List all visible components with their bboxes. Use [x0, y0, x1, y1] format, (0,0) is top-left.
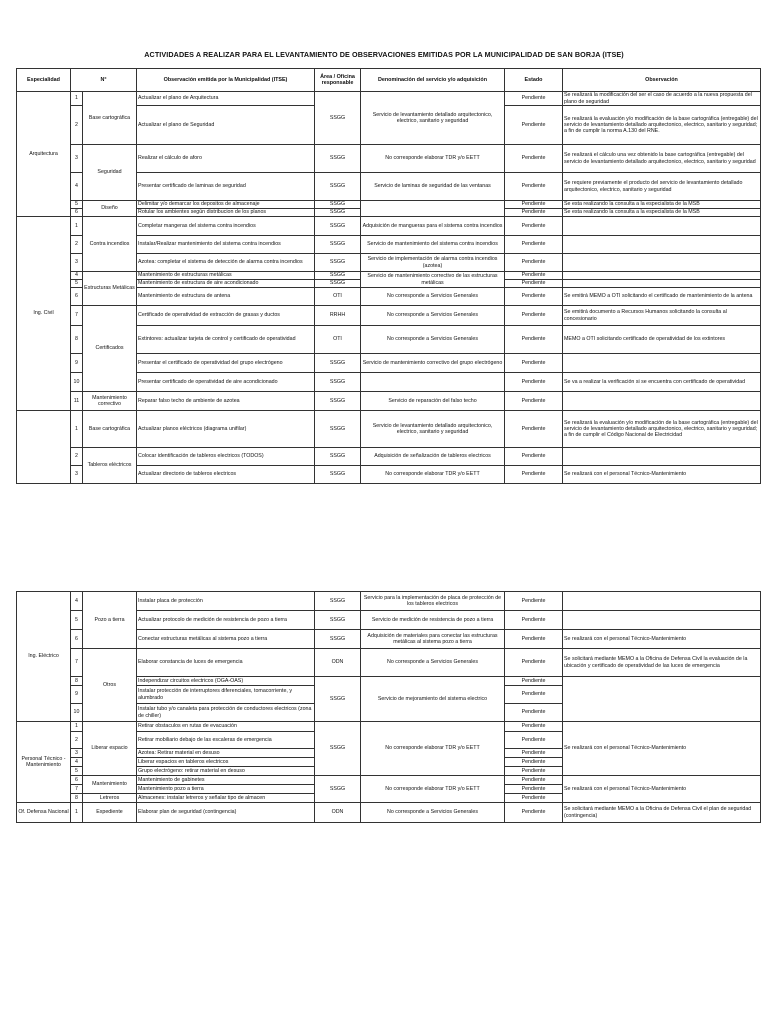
sub-certificados: Certificados [83, 306, 137, 392]
table-cell: Mantenimiento de estructuras metálicas [137, 272, 315, 280]
table-cell: 2 [71, 106, 83, 145]
sub-mantenimiento: Mantenimiento [83, 776, 137, 794]
table-cell: Se va a realizar la verificación si se encuentra con certificado de operatividad [563, 373, 761, 392]
table-cell: 4 [71, 173, 83, 201]
table-cell: Pendiente [505, 732, 563, 749]
table-cell [563, 677, 761, 722]
table-cell: Pendiente [505, 145, 563, 173]
table-cell: Rotular los ambientes según distribucion de los planos [137, 209, 315, 217]
table-cell: 8 [71, 326, 83, 354]
table-cell: Actualizar el plano de Seguridad [137, 106, 315, 145]
table-cell: No corresponde a Servicios Generales [361, 803, 505, 823]
observations-table-part-2 [16, 591, 761, 823]
table-cell: SSGG [315, 411, 361, 448]
table-cell [361, 373, 505, 392]
table-cell: No corresponde a Servicios Generales [361, 288, 505, 306]
table-cell [563, 272, 761, 280]
table-cell: 7 [71, 785, 83, 794]
table-cell: 4 [71, 758, 83, 767]
table-cell: Servicio para la implementación de placa de protección de los tableros electricos [361, 592, 505, 611]
sub-base-cartografica: Base cartográfica [83, 92, 137, 145]
sub-expediente: Expediente [83, 803, 137, 823]
table-cell: Pendiente [505, 411, 563, 448]
table-cell: Pendiente [505, 448, 563, 466]
sub-pozo-a-tierra: Pozo a tierra [83, 592, 137, 649]
table-cell: No corresponde elaborar TDR y/o EETT [361, 722, 505, 776]
table-cell: Retirar obstaculos en rutas de evacuación [137, 722, 315, 732]
table-cell: 1 [71, 92, 83, 106]
table-cell: Pendiente [505, 677, 563, 686]
table-cell: Pendiente [505, 592, 563, 611]
table-row [17, 272, 761, 280]
header-observacion: Observación [563, 69, 761, 92]
table-cell: Se emitirá documento a Recursos Humanos solicitando la consulta al concesionario [563, 306, 761, 326]
table-cell: Extintores: actualizar tarjeta de control y certificado de operatividad [137, 326, 315, 354]
table-cell: Elaborar constancia de luces de emergencia [137, 649, 315, 677]
sub-otros: Otros [83, 649, 137, 722]
table-cell: ODN [315, 649, 361, 677]
table-cell: No corresponde a Servicios Generales [361, 649, 505, 677]
table-cell: Se esta realizando la consulta a la especialista de la MSB [563, 201, 761, 209]
table-cell: SSGG [315, 776, 361, 803]
table-cell: SSGG [315, 392, 361, 411]
table-cell: Pendiente [505, 722, 563, 732]
table-cell: 11 [71, 392, 83, 411]
table-cell: Servicio de levantamiento detallado arquitectonico, electrico, sanitario y seguridad [361, 411, 505, 448]
table-cell: Liberar espacios en tableros electricos [137, 758, 315, 767]
table-cell: Pendiente [505, 767, 563, 776]
table-cell: SSGG [315, 611, 361, 630]
table-cell: Colocar identificación de tableros electricos (TODOS) [137, 448, 315, 466]
spec-ing-civil: Ing. Civil [17, 217, 71, 411]
sub-letreros: Letreros [83, 794, 137, 803]
table-cell: Elaborar plan de seguridad (contingencia) [137, 803, 315, 823]
table-cell: 6 [71, 776, 83, 785]
sub-diseno: Diseño [83, 201, 137, 217]
table-cell: SSGG [315, 145, 361, 173]
table-cell: No corresponde elaborar TDR y/o EETT [361, 776, 505, 803]
table-cell: SSGG [315, 254, 361, 272]
header-row [17, 69, 761, 92]
table-cell: Servicio de reparación del falso techo [361, 392, 505, 411]
table-cell: Servicio de mantenimiento correctivo de las estructuras metálicas [361, 272, 505, 288]
table-cell: ODN [315, 803, 361, 823]
table-cell: Completar mangeras del sistema contra incendios [137, 217, 315, 236]
table-cell: Se realizará con el personal Técnico-Mantenimiento [563, 466, 761, 484]
table-cell: SSGG [315, 217, 361, 236]
table-cell: Realizar el cálculo de aforo [137, 145, 315, 173]
table-row [17, 392, 761, 411]
table-cell: Pendiente [505, 758, 563, 767]
table-cell: No corresponde elaborar TDR y/o EETT [361, 466, 505, 484]
table-cell: Se realizará con el personal Técnico-Mantenimiento [563, 630, 761, 649]
table-cell: SSGG [315, 209, 361, 217]
table-cell [563, 448, 761, 466]
table-cell: Mantenimiento de gabinetes [137, 776, 315, 785]
table-cell: Servicio de medición de resistencia de pozo a tierra [361, 611, 505, 630]
table-cell: Pendiente [505, 649, 563, 677]
table-cell: OTI [315, 326, 361, 354]
table-cell [563, 392, 761, 411]
table-cell: RRHH [315, 306, 361, 326]
table-cell: Se solicitará mediante MEMO a la Oficina de Defensa Civil el plan de seguridad (contingencia) [563, 803, 761, 823]
table-cell: Pendiente [505, 686, 563, 704]
table-cell: SSGG [315, 92, 361, 145]
table-cell: Adquisición de señalización de tableros electricos [361, 448, 505, 466]
table-cell: Pendiente [505, 466, 563, 484]
table-cell: Instalar tubo y/o canaleta para protección de conductores electricos (zona de chiller) [137, 704, 315, 722]
table-row [17, 803, 761, 823]
table-cell: SSGG [315, 630, 361, 649]
table-cell: Reparar falso techo de ambiente de azotea [137, 392, 315, 411]
table-cell: Servicio de laminas de seguridad de las ventanas [361, 173, 505, 201]
table-cell: Pendiente [505, 288, 563, 306]
table-cell: Mantenimiento de estructura de antena [137, 288, 315, 306]
table-cell: 8 [71, 794, 83, 803]
table-cell: 5 [71, 767, 83, 776]
table-cell: Se realizará la modificación del ser el caso de acuerdo a la nueva propuesta del plano de seguridad [563, 92, 761, 106]
table-cell: Pendiente [505, 392, 563, 411]
table-cell: 1 [71, 722, 83, 732]
table-row [17, 649, 761, 677]
table-cell: 2 [71, 448, 83, 466]
table-row [17, 411, 761, 448]
table-cell: MEMO a OTI solicitando certificado de operatividad de los extintores [563, 326, 761, 354]
table-cell: Pendiente [505, 785, 563, 794]
table-cell: Conectar estructuras metálicas al sistema pozo a tierra [137, 630, 315, 649]
table-cell: Se realizará la evaluación y/o modificación de la base cartográfica (entregable) del servicio de levantamiento detallado arquitectonico, electrico, sanitario y seguridad; a fin de cumplir la norma A.130 del RNE. [563, 106, 761, 145]
table-cell: Actualizar directorio de tableros electricos [137, 466, 315, 484]
table-row [17, 776, 761, 785]
table-cell: Pendiente [505, 201, 563, 209]
table-cell: Se realizará con el personal Técnico-Mantenimiento [563, 722, 761, 776]
table-cell: Pendiente [505, 776, 563, 785]
spec-personal-tecnico: Personal Técnico - Mantenimiento [17, 722, 71, 803]
table-cell: 10 [71, 704, 83, 722]
table-cell: SSGG [315, 722, 361, 776]
sub-estructuras-metalicas: Estructuras Metálicas [83, 272, 137, 306]
table-cell: 9 [71, 686, 83, 704]
table-cell: Pendiente [505, 803, 563, 823]
table-cell: 7 [71, 306, 83, 326]
table-cell: Azotea: Retirar material en desuso [137, 749, 315, 758]
table-cell: SSGG [315, 677, 361, 722]
table-cell: Mantenimiento pozo a tierra [137, 785, 315, 794]
table-cell: Servicio de implementación de alarma contra incendios (azotea) [361, 254, 505, 272]
header-observacion-emitida: Observación emitida por la Municipalidad (ITSE) [137, 69, 315, 92]
sub-base-cartografica-electrico: Base cartográfica [83, 411, 137, 448]
table-cell: Servicio de mejoramiento del sistema electrico [361, 677, 505, 722]
table-cell: 7 [71, 649, 83, 677]
table-cell: Presentar certificado de operatividad de aire acondicionado [137, 373, 315, 392]
sub-contra-incendios: Contra incendios [83, 217, 137, 272]
table-cell [563, 592, 761, 611]
table-row [17, 201, 761, 209]
table-cell: Pendiente [505, 217, 563, 236]
table-cell: OTI [315, 288, 361, 306]
table-cell: Pendiente [505, 749, 563, 758]
spec-ing-electrico: Ing. Eléctrico [17, 592, 71, 722]
table-cell: Actualizar el plano de Arquitectura [137, 92, 315, 106]
table-cell: Pendiente [505, 236, 563, 254]
table-cell: 3 [71, 145, 83, 173]
table-cell: Pendiente [505, 173, 563, 201]
table-cell: 3 [71, 466, 83, 484]
table-cell: 1 [71, 803, 83, 823]
table-cell: Servicio de levantamiento detallado arquitectonico, electrico, sanitario y seguridad [361, 92, 505, 145]
table-cell: Retirar mobiliario debajo de las escaleras de emergencia [137, 732, 315, 749]
sub-seguridad: Seguridad [83, 145, 137, 201]
table-cell: 5 [71, 280, 83, 288]
table-cell: 1 [71, 217, 83, 236]
table-cell: Pendiente [505, 373, 563, 392]
table-cell: Pendiente [505, 794, 563, 803]
table-cell: SSGG [315, 354, 361, 373]
table-cell: Actualizar planos eléctricos (diagrama unifilar) [137, 411, 315, 448]
table-cell: Pendiente [505, 630, 563, 649]
table-cell: Se esta realizando la consulta a la especialista de la MSB [563, 209, 761, 217]
table-cell: Delimitar y/o demarcar los depositos de almacenaje [137, 201, 315, 209]
table-cell: SSGG [315, 373, 361, 392]
table-cell: Pendiente [505, 272, 563, 280]
table-cell: 10 [71, 373, 83, 392]
table-cell: Servicio de mantenimiento del sistema contra incendios [361, 236, 505, 254]
table-cell: No corresponde a Servicios Generales [361, 306, 505, 326]
table-cell: Se realizará con el personal Técnico-Mantenimiento [563, 776, 761, 803]
table-cell: Se requiere previamente el producto del servicio de levantamiento detallado arquitectonico, electrico, sanitario y seguridad [563, 173, 761, 201]
table-row [17, 722, 761, 732]
table-cell: Pendiente [505, 611, 563, 630]
table-cell: SSGG [315, 466, 361, 484]
table-cell: No corresponde a Servicios Generales [361, 326, 505, 354]
table-cell: SSGG [315, 236, 361, 254]
table-cell: No corresponde elaborar TDR y/o EETT [361, 145, 505, 173]
table-cell [361, 201, 505, 217]
table-cell: Grupo electrógeno: retirar material en desuso [137, 767, 315, 776]
table-cell [563, 280, 761, 288]
table-cell: Adquisición de mangueras para el sistema contra incendios [361, 217, 505, 236]
table-cell: Se realizará el cálculo una vez obtenido la base cartográfica (entregable) del servicio de levantamiento detallado arquitectonico, electrico, sanitario y seguridad [563, 145, 761, 173]
spec-arquitectura: Arquitectura [17, 92, 71, 217]
table-row [17, 145, 761, 173]
header-numero: N° [71, 69, 137, 92]
table-cell: SSGG [315, 272, 361, 280]
table-cell: Mantenimiento de estructura de aire acondicionado [137, 280, 315, 288]
table-row [17, 448, 761, 466]
table-row [17, 592, 761, 611]
table-cell: SSGG [315, 448, 361, 466]
table-cell: Instalar protección de interruptores diferenciales, tomacorriente, y alumbrado [137, 686, 315, 704]
table-cell: Pendiente [505, 92, 563, 106]
table-cell: Pendiente [505, 704, 563, 722]
table-cell: SSGG [315, 173, 361, 201]
document-title: ACTIVIDADES A REALIZAR PARA EL LEVANTAMIENTO DE OBSERVACIONES EMITIDAS POR LA MUNICIPALIDAD DE SAN BORJA (ITSE) [144, 50, 624, 59]
table-row [17, 306, 761, 326]
table-cell: Adquisición de materiales para conectar las estructuras metálicas al sistema pozo a tierra [361, 630, 505, 649]
table-cell: Se emitirá MEMO a OTI solicitando el certificado de mantenimiento de la antena [563, 288, 761, 306]
table-cell: Pendiente [505, 354, 563, 373]
table-cell: Actualizar protocolo de medición de resistencia de pozo a tierra [137, 611, 315, 630]
spec-ing-electrico-continued [17, 411, 71, 484]
table-cell: 4 [71, 592, 83, 611]
observations-table-part-1 [16, 68, 761, 484]
table-cell: 3 [71, 254, 83, 272]
table-cell: Pendiente [505, 254, 563, 272]
header-area: Área / Oficina responsable [315, 69, 361, 92]
table-cell: SSGG [315, 592, 361, 611]
table-cell: Almacenes: instalar letreros y señalar tipo de almacen [137, 794, 315, 803]
table-cell: 2 [71, 732, 83, 749]
sub-tableros-electricos: Tableros eléctricos [83, 448, 137, 484]
sub-liberar-espacio: Liberar espacio [83, 722, 137, 776]
header-estado: Estado [505, 69, 563, 92]
table-cell: Independizar circuitos electricos (OGA-OAS) [137, 677, 315, 686]
table-row [17, 92, 761, 106]
table-cell: Se solicitará mediante MEMO a la Oficina de Defensa Civil la evaluación de la ubicación y certificado de operatividad de las luces de emergencia [563, 649, 761, 677]
table-cell: Se realizará la evaluación y/o modificación de la base cartográfica (entregable) del servicio de levantamiento detallado arquitectonico, electrico, sanitario y seguridad; a fin de cumplir el Código Nacional de Electricidad [563, 411, 761, 448]
table-cell [563, 236, 761, 254]
table-cell: Pendiente [505, 326, 563, 354]
table-cell [563, 354, 761, 373]
table-cell: 5 [71, 201, 83, 209]
table-cell: 4 [71, 272, 83, 280]
table-cell: Instalar placa de protección [137, 592, 315, 611]
sub-mantenimiento-correctivo: Mantenimiento correctivo [83, 392, 137, 411]
table-cell: 9 [71, 354, 83, 373]
table-cell: 3 [71, 749, 83, 758]
table-cell: 5 [71, 611, 83, 630]
table-cell: Certificado de operatividad de extracción de grasas y ductos [137, 306, 315, 326]
table-cell [563, 254, 761, 272]
table-cell: Pendiente [505, 209, 563, 217]
table-cell: 6 [71, 288, 83, 306]
table-cell: 6 [71, 209, 83, 217]
table-cell: Presentar certificado de laminas de seguridad [137, 173, 315, 201]
table-cell: SSGG [315, 201, 361, 209]
table-cell: Presentar el certificado de operatividad del grupo electrógeno [137, 354, 315, 373]
table-cell: SSGG [315, 280, 361, 288]
table-cell: Pendiente [505, 106, 563, 145]
table-cell: 8 [71, 677, 83, 686]
table-cell: Pendiente [505, 306, 563, 326]
table-cell [563, 217, 761, 236]
table-cell: Servicio de mantenimiento correctivo del grupo electrógeno [361, 354, 505, 373]
table-cell: 2 [71, 236, 83, 254]
table-cell [563, 611, 761, 630]
table-cell: Pendiente [505, 280, 563, 288]
header-especialidad: Especialidad [17, 69, 71, 92]
table-cell: Azotea: completar el sistema de detección de alarma contra incendios [137, 254, 315, 272]
spec-defensa-nacional: Of. Defensa Nacional [17, 803, 71, 823]
header-denominacion: Denominación del servicio y/o adquisición [361, 69, 505, 92]
table-cell: 1 [71, 411, 83, 448]
table-cell: Instalar/Realizar mantenimiento del sistema contra incendios [137, 236, 315, 254]
table-row [17, 217, 761, 236]
table-cell: 6 [71, 630, 83, 649]
